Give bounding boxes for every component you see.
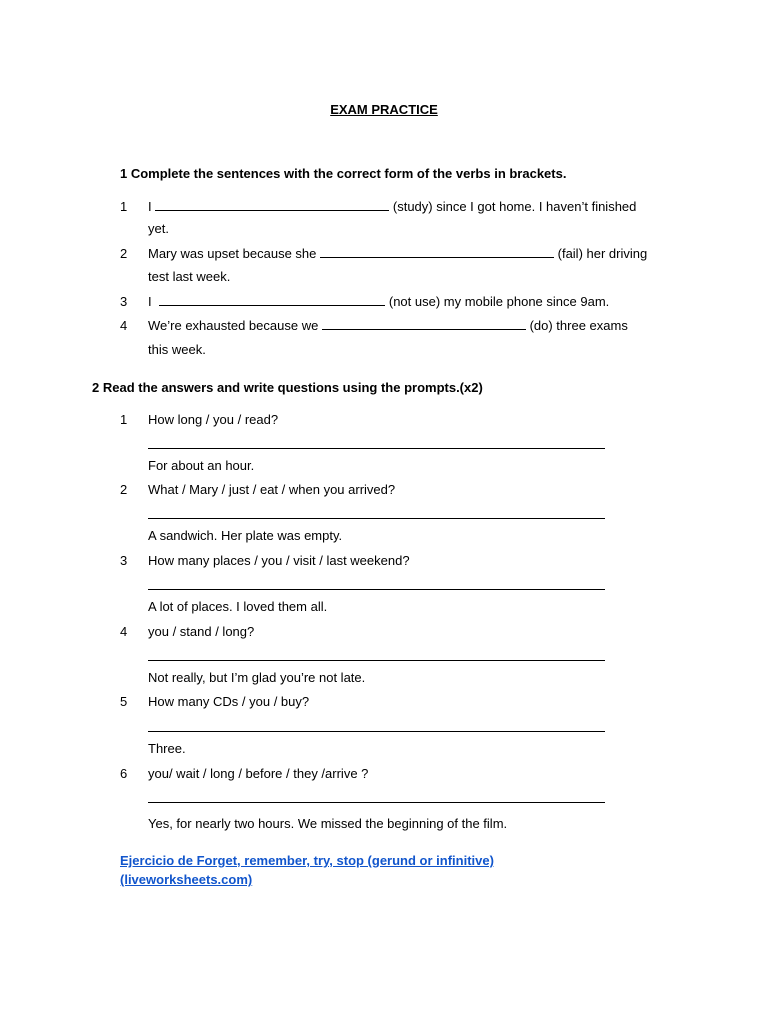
question-prompt: you / stand / long? — [148, 624, 255, 639]
given-answer: A lot of places. I loved them all. — [148, 599, 328, 614]
sentence-text: We’re exhausted because we — [148, 318, 319, 333]
worksheet-link[interactable]: Ejercicio de Forget, remember, try, stop (gerund or infinitive) — [120, 853, 494, 868]
section-1-heading: 1 Complete the sentences with the correct form of the verbs in brackets. — [120, 166, 567, 181]
given-answer: Yes, for nearly two hours. We missed the beginning of the film. — [148, 816, 508, 831]
answer-line[interactable] — [148, 731, 605, 732]
answer-line[interactable] — [148, 802, 605, 803]
question-prompt: How long / you / read? — [148, 412, 279, 427]
question-number: 4 — [120, 624, 128, 639]
sentence-item — [148, 199, 636, 215]
sentence-item — [148, 294, 609, 310]
question-number: 3 — [120, 553, 128, 568]
worksheet-link-source[interactable]: (liveworksheets.com) — [120, 872, 253, 887]
question-prompt: How many CDs / you / buy? — [148, 694, 310, 709]
fill-blank[interactable] — [159, 294, 385, 306]
item-number: 4 — [120, 318, 128, 333]
fill-blank[interactable] — [320, 246, 554, 258]
sentence-text: (fail) her driving — [557, 246, 648, 261]
given-answer: Not really, but I’m glad you’re not late. — [148, 670, 366, 685]
question-number: 2 — [120, 482, 128, 497]
item-number: 2 — [120, 246, 128, 261]
sentence-continuation: test last week. — [148, 269, 231, 284]
question-prompt: What / Mary / just / eat / when you arrived? — [148, 482, 396, 497]
sentence-text: (not use) my mobile phone since 9am. — [388, 294, 610, 309]
question-number: 6 — [120, 766, 128, 781]
answer-line[interactable] — [148, 518, 605, 519]
answer-line[interactable] — [148, 448, 605, 449]
sentence-text: (study) since I got home. I haven’t finished — [392, 199, 637, 214]
answer-line[interactable] — [148, 589, 605, 590]
item-number: 1 — [120, 199, 128, 214]
sentence-text: (do) three exams — [529, 318, 628, 333]
fill-blank[interactable] — [322, 318, 526, 330]
question-prompt: you/ wait / long / before / they /arrive ? — [148, 766, 369, 781]
page-title: EXAM PRACTICE — [330, 102, 438, 117]
answer-line[interactable] — [148, 660, 605, 661]
fill-blank[interactable] — [155, 199, 389, 211]
given-answer: A sandwich. Her plate was empty. — [148, 528, 343, 543]
given-answer: For about an hour. — [148, 458, 255, 473]
item-number: 3 — [120, 294, 128, 309]
sentence-text: Mary was upset because she — [148, 246, 317, 261]
question-prompt: How many places / you / visit / last weekend? — [148, 553, 410, 568]
sentence-text: I — [148, 199, 152, 214]
question-number: 1 — [120, 412, 128, 427]
sentence-text: I — [148, 294, 152, 309]
given-answer: Three. — [148, 741, 186, 756]
sentence-item — [148, 246, 647, 262]
sentence-continuation: this week. — [148, 342, 206, 357]
section-2-heading: 2 Read the answers and write questions using the prompts.(x2) — [92, 380, 483, 395]
sentence-continuation: yet. — [148, 221, 169, 236]
sentence-item — [148, 318, 628, 334]
question-number: 5 — [120, 694, 128, 709]
